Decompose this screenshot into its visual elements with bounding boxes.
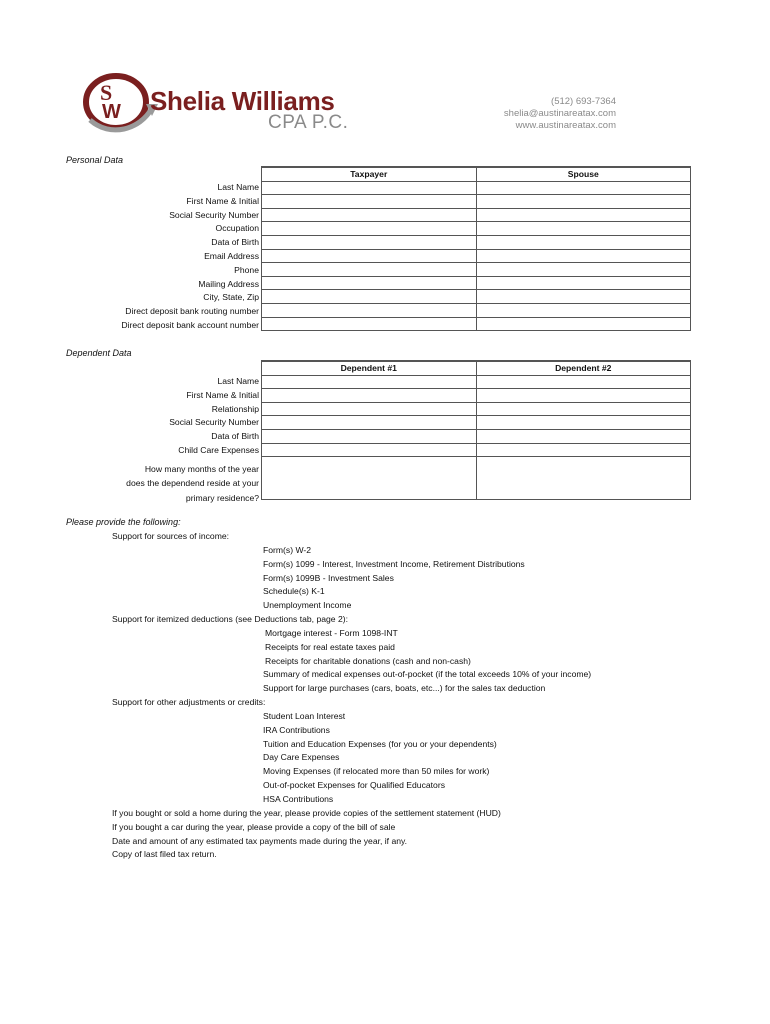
adjustments-heading: Support for other adjustments or credits: <box>112 697 266 707</box>
months-question-line-1: How many months of the year <box>144 463 259 474</box>
personal-label-8: City, State, Zip <box>203 292 259 303</box>
adjustments-item-5: Out-of-pocket Expenses for Qualified Educators <box>263 779 445 790</box>
dep1-ssn-field[interactable] <box>262 416 477 430</box>
svg-text:W: W <box>102 101 121 123</box>
adjustments-item-4: Moving Expenses (if relocated more than 50 miles for work) <box>263 766 490 777</box>
dep1-dob-field[interactable] <box>262 429 477 443</box>
deductions-list <box>263 627 591 696</box>
dep2-first-name-field[interactable] <box>476 389 691 403</box>
dep2-relationship-field[interactable] <box>476 402 691 416</box>
taxpayer-dob-field[interactable] <box>262 235 477 249</box>
contact-phone: (512) 693-7364 <box>551 96 616 107</box>
dep2-dob-field[interactable] <box>476 429 691 443</box>
contact-block <box>504 96 616 132</box>
personal-label-6: Phone <box>234 264 259 275</box>
personal-label-4: Data of Birth <box>211 237 259 248</box>
final-list <box>112 807 501 862</box>
brand-name: Shelia Williams <box>150 86 335 116</box>
personal-labels <box>40 181 259 333</box>
taxpayer-routing-number-field[interactable] <box>262 303 477 317</box>
column-taxpayer: Taxpayer <box>262 167 477 181</box>
income-heading: Support for sources of income: <box>112 531 230 541</box>
personal-data-title: Personal Data <box>66 155 124 165</box>
dep2-ssn-field[interactable] <box>476 416 691 430</box>
personal-label-2: Social Security Number <box>169 209 259 220</box>
dependent-data-table <box>261 360 691 500</box>
months-question-line-3: primary residence? <box>185 492 259 503</box>
spouse-ssn-field[interactable] <box>476 208 691 222</box>
taxpayer-occupation-field[interactable] <box>262 222 477 236</box>
final-item-3: Copy of last filed tax return. <box>112 849 217 860</box>
dep1-child-care-field[interactable] <box>262 443 477 457</box>
personal-label-9: Direct deposit bank routing number <box>125 306 259 317</box>
dep2-months-field[interactable] <box>476 457 691 500</box>
dep1-last-name-field[interactable] <box>262 375 477 389</box>
spouse-phone-field[interactable] <box>476 263 691 277</box>
dep1-relationship-field[interactable] <box>262 402 477 416</box>
spouse-city-state-zip-field[interactable] <box>476 290 691 304</box>
dependent-label-1: First Name & Initial <box>186 389 259 400</box>
taxpayer-email-field[interactable] <box>262 249 477 263</box>
deductions-item-2: Receipts for charitable donations (cash and non-cash) <box>265 655 471 666</box>
column-spouse: Spouse <box>476 167 691 181</box>
dep1-first-name-field[interactable] <box>262 389 477 403</box>
personal-label-5: Email Address <box>204 250 259 261</box>
contact-website[interactable]: www.austinareatax.com <box>515 120 616 131</box>
deductions-item-1: Receipts for real estate taxes paid <box>265 641 395 652</box>
taxpayer-city-state-zip-field[interactable] <box>262 290 477 304</box>
personal-label-7: Mailing Address <box>198 278 259 289</box>
deductions-item-3: Summary of medical expenses out-of-pocket (if the total exceeds 10% of your income) <box>263 669 592 680</box>
spouse-last-name-field[interactable] <box>476 181 691 195</box>
spouse-email-field[interactable] <box>476 249 691 263</box>
adjustments-list <box>263 710 497 807</box>
taxpayer-phone-field[interactable] <box>262 263 477 277</box>
adjustments-item-1: IRA Contributions <box>263 724 330 735</box>
deductions-item-0: Mortgage interest - Form 1098-INT <box>265 628 398 638</box>
contact-email[interactable]: shelia@austinareatax.com <box>503 108 616 119</box>
dep2-last-name-field[interactable] <box>476 375 691 389</box>
adjustments-item-6: HSA Contributions <box>263 793 334 804</box>
deductions-heading: Support for itemized deductions (see Deductions tab, page 2): <box>112 614 348 624</box>
months-question-line-2: does the dependend reside at your <box>126 478 259 489</box>
column-dependent-1: Dependent #1 <box>262 361 477 375</box>
svg-text:S: S <box>100 80 113 105</box>
adjustments-item-3: Day Care Expenses <box>263 752 340 763</box>
adjustments-item-2: Tuition and Education Expenses (for you or your dependents) <box>263 738 497 749</box>
personal-label-0: Last Name <box>217 182 259 192</box>
spouse-routing-number-field[interactable] <box>476 303 691 317</box>
personal-label-10: Direct deposit bank account number <box>121 319 259 330</box>
income-item-2: Form(s) 1099B - Investment Sales <box>263 572 394 583</box>
taxpayer-account-number-field[interactable] <box>262 317 477 331</box>
spouse-dob-field[interactable] <box>476 235 691 249</box>
dependent-label-5: Child Care Expenses <box>178 444 259 455</box>
dep1-months-field[interactable] <box>262 457 477 500</box>
taxpayer-last-name-field[interactable] <box>262 181 477 195</box>
income-item-3: Schedule(s) K-1 <box>263 586 325 597</box>
income-item-0: Form(s) W-2 <box>263 545 312 555</box>
final-item-0: If you bought or sold a home during the year, please provide copies of the settlement statement (HUD) <box>112 808 501 818</box>
dependent-label-0: Last Name <box>217 376 259 386</box>
final-item-1: If you bought a car during the year, please provide a copy of the bill of sale <box>112 821 396 832</box>
personal-label-3: Occupation <box>215 223 259 234</box>
income-list <box>263 544 525 613</box>
spouse-occupation-field[interactable] <box>476 222 691 236</box>
column-dependent-2: Dependent #2 <box>476 361 691 375</box>
dependent-label-2: Relationship <box>211 403 259 414</box>
deductions-item-4: Support for large purchases (cars, boats, etc...) for the sales tax deduction <box>263 683 546 694</box>
spouse-mailing-address-field[interactable] <box>476 276 691 290</box>
personal-data-table <box>261 166 691 331</box>
spouse-account-number-field[interactable] <box>476 317 691 331</box>
income-item-1: Form(s) 1099 - Interest, Investment Income, Retirement Distributions <box>263 558 525 569</box>
spouse-first-name-field[interactable] <box>476 195 691 209</box>
dep2-child-care-field[interactable] <box>476 443 691 457</box>
provide-title: Please provide the following: <box>66 517 181 527</box>
brand-subtitle: CPA P.C. <box>268 112 349 133</box>
taxpayer-mailing-address-field[interactable] <box>262 276 477 290</box>
personal-label-1: First Name & Initial <box>186 195 259 206</box>
final-item-2: Date and amount of any estimated tax payments made during the year, if any. <box>112 835 408 846</box>
income-item-4: Unemployment Income <box>263 600 352 611</box>
taxpayer-ssn-field[interactable] <box>262 208 477 222</box>
dependent-label-4: Data of Birth <box>211 431 259 442</box>
adjustments-item-0: Student Loan Interest <box>263 711 346 721</box>
dependent-data-title: Dependent Data <box>66 348 132 358</box>
dependent-labels <box>40 375 259 505</box>
dependent-label-3: Social Security Number <box>169 417 259 428</box>
taxpayer-first-name-field[interactable] <box>262 195 477 209</box>
